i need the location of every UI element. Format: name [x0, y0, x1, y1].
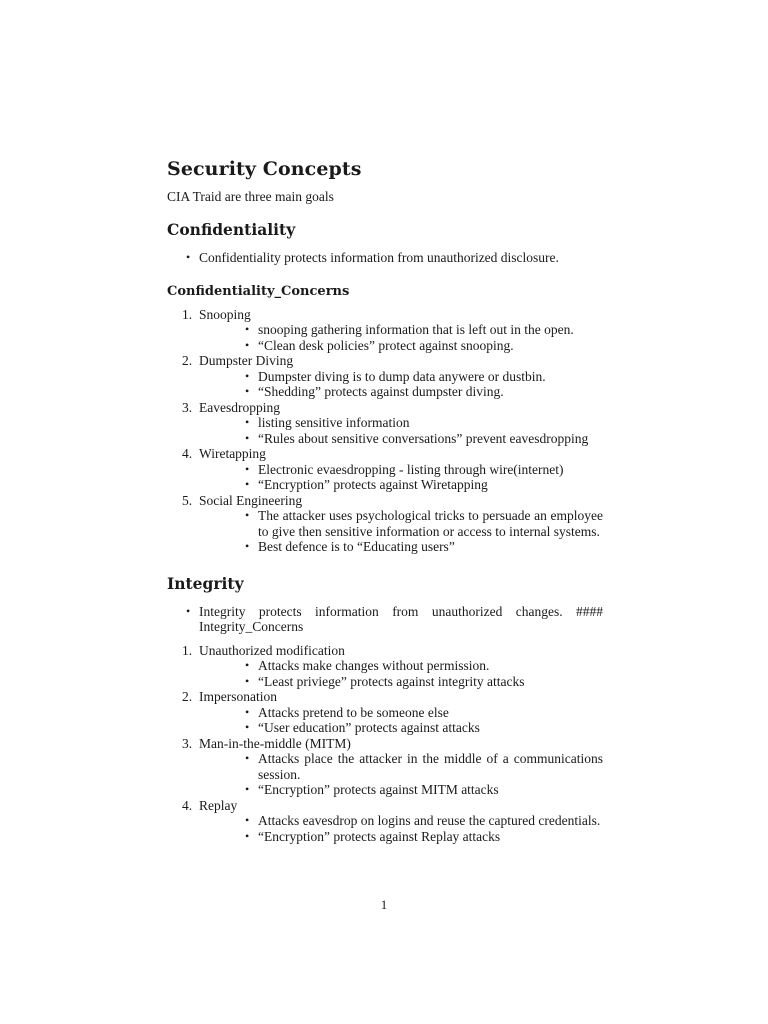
- concern-item-replay: [167, 798, 603, 845]
- sub-item: • “Least priviege” protects against integrity attacks: [199, 674, 603, 690]
- sub-item: • Dumpster diving is to dump data anywere or dustbin.: [199, 369, 603, 385]
- sub-list: [199, 705, 603, 736]
- sub-list: [199, 322, 603, 353]
- item-label: Eavesdropping: [199, 399, 280, 415]
- sub-list: [199, 462, 603, 493]
- sub-list: [199, 415, 603, 446]
- sub-item: • listing sensitive information: [199, 415, 603, 431]
- sub-item: • Best defence is to “Educating users”: [199, 539, 603, 555]
- sub-item: • “Shedding” protects against dumpster diving.: [199, 384, 603, 400]
- sub-item: • Electronic evaesdropping - listing through wire(internet): [199, 462, 603, 478]
- sub-item: • Attacks make changes without permission.: [199, 658, 603, 674]
- concern-item-mitm: [167, 736, 603, 798]
- page-number: 1: [380, 897, 388, 912]
- item-number: 4.: [182, 446, 193, 461]
- sub-item: • snooping gathering information that is left out in the open.: [199, 322, 603, 338]
- confidentiality-heading: Confidentiality: [167, 220, 296, 239]
- concern-item-wiretapping: [167, 446, 603, 493]
- document-title: Security Concepts: [167, 158, 362, 180]
- sub-item: • “Encryption” protects against Wiretapping: [199, 477, 603, 493]
- concern-item-snooping: [167, 307, 603, 354]
- sub-item: • The attacker uses psychological tricks to persuade an employee to give then sensitive information or access to internal systems.: [199, 508, 603, 539]
- item-number: 3.: [182, 735, 193, 751]
- sub-item: • “User education” protects against attacks: [199, 720, 603, 736]
- sub-list: [199, 369, 603, 400]
- sub-item: • Attacks eavesdrop on logins and reuse the captured credentials.: [199, 813, 603, 829]
- confidentiality-concerns-list: [167, 307, 603, 555]
- integrity-bullets: [167, 604, 603, 635]
- item-number: 1.: [182, 642, 193, 658]
- integrity-concerns-list: [167, 643, 603, 845]
- sub-list: [199, 508, 603, 555]
- concern-item-impersonation: [167, 689, 603, 736]
- concern-item-dumpster-diving: [167, 353, 603, 400]
- intro-text: CIA Traid are three main goals: [167, 189, 334, 204]
- sub-list: [199, 813, 603, 844]
- item-label: Unauthorized modification: [199, 642, 345, 658]
- page-content: [167, 158, 603, 863]
- sub-list: [199, 658, 603, 689]
- concern-item-social-engineering: [167, 493, 603, 555]
- item-number: 1.: [182, 306, 193, 322]
- sub-item: • “Clean desk policies” protect against snooping.: [199, 338, 603, 354]
- item-label: Impersonation: [199, 689, 277, 704]
- sub-item: • Attacks pretend to be someone else: [199, 705, 603, 721]
- item-number: 4.: [182, 797, 193, 813]
- sub-item: • “Rules about sensitive conversations” prevent eavesdropping: [199, 431, 603, 447]
- integrity-heading: Integrity: [167, 573, 244, 593]
- confidentiality-bullet: • Confidentiality protects information from unauthorized disclosure.: [167, 250, 603, 266]
- integrity-bullet: • Integrity protects information from unauthorized changes. #### Integrity_Concerns: [167, 604, 603, 635]
- sub-list: [199, 751, 603, 798]
- confidentiality-bullets: [167, 250, 603, 266]
- item-number: 3.: [182, 399, 193, 415]
- sub-item: • Attacks place the attacker in the middle of a communications session.: [199, 751, 603, 782]
- item-number: 2.: [182, 689, 193, 704]
- item-number: 2.: [182, 353, 193, 368]
- item-number: 5.: [182, 492, 193, 508]
- item-label: Dumpster Diving: [199, 353, 294, 368]
- concern-item-eavesdropping: [167, 400, 603, 447]
- confidentiality-concerns-heading: Confidentiality_Concerns: [167, 283, 350, 299]
- item-label: Social Engineering: [199, 492, 303, 508]
- item-label: Replay: [199, 797, 238, 813]
- item-label: Snooping: [199, 306, 251, 322]
- item-label: Wiretapping: [199, 446, 266, 461]
- item-label: Man-in-the-middle (MITM): [199, 735, 351, 751]
- concern-item-unauthorized-modification: [167, 643, 603, 690]
- sub-item: • “Encryption” protects against Replay attacks: [199, 829, 603, 845]
- sub-item: • “Encryption” protects against MITM attacks: [199, 782, 603, 798]
